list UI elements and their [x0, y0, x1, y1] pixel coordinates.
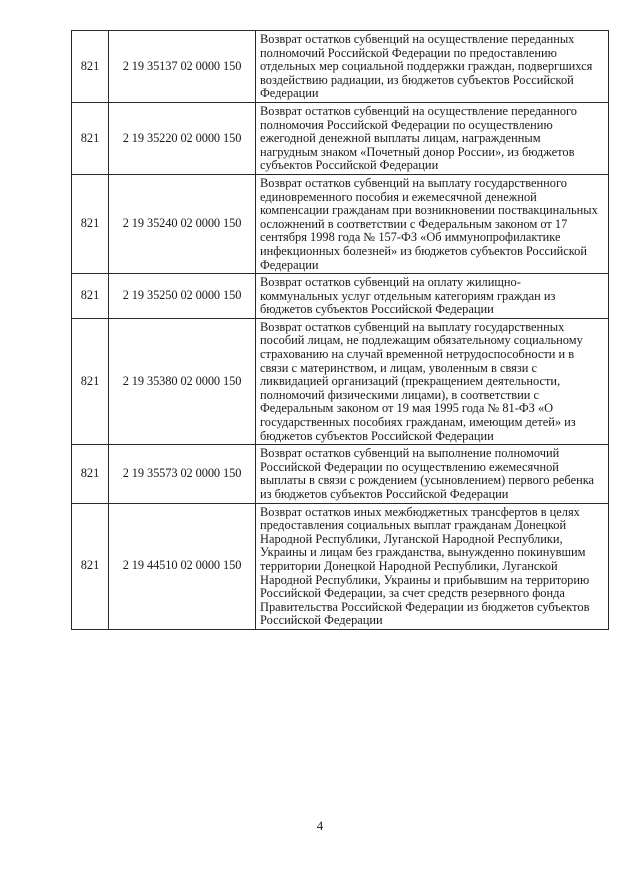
- admin-code-cell: 821: [72, 274, 109, 319]
- admin-code-cell: 821: [72, 503, 109, 629]
- table-row: [72, 274, 609, 319]
- description-line: субъектов Российской Федерации: [260, 158, 439, 173]
- admin-code-cell: 821: [72, 174, 109, 273]
- description-line: Федерации: [260, 86, 319, 101]
- description-line: бюджетов субъектов Российской Федерации: [260, 428, 494, 443]
- page-number: 4: [316, 818, 324, 833]
- description-line: Украины и лицам без гражданства, вынужденно покинувшим: [260, 545, 586, 560]
- admin-code-cell: 821: [72, 102, 109, 174]
- budget-classification-table: [71, 30, 609, 630]
- description-line: Возврат остатков иных межбюджетных трансфертов в целях: [260, 504, 580, 519]
- description-line: Федерации: [260, 257, 319, 272]
- description-line: компенсации гражданам при возникновении поствакцинальных: [260, 203, 598, 218]
- description-line: государственных пособиях гражданам, имеющим детей» из: [260, 415, 576, 430]
- description-line: Возврат остатков субвенций на оплату жилищно-: [260, 275, 521, 290]
- description-line: нагрудным знаком «Почетный донор России», из бюджетов: [260, 144, 575, 159]
- kbk-code-cell: 2 19 35380 02 0000 150: [109, 318, 256, 444]
- admin-code-cell: 821: [72, 31, 109, 103]
- description-line: Возврат остатков субвенций на осуществление переданных: [260, 32, 575, 46]
- description-line: ежегодной денежной выплаты лицам, награжденным: [260, 131, 541, 146]
- table-row: [72, 445, 609, 503]
- description-line: предоставления социальных выплат гражданам Донецкой: [260, 518, 567, 533]
- kbk-code-cell: 2 19 35220 02 0000 150: [109, 102, 256, 174]
- description-line: Российской Федерации по осуществлению ежемесячной: [260, 459, 559, 474]
- table-row: [72, 174, 609, 273]
- description-line: полномочия Российской Федерации по осуществлению: [260, 117, 553, 132]
- description-cell: [256, 174, 609, 273]
- description-line: Российской Федерации, за счет средств резервного фонда: [260, 586, 565, 601]
- kbk-code-cell: 2 19 35240 02 0000 150: [109, 174, 256, 273]
- description-cell: [256, 274, 609, 319]
- admin-code-cell: 821: [72, 445, 109, 503]
- description-line: Возврат остатков субвенций на выполнение полномочий: [260, 446, 560, 461]
- description-line: Правительства Российской Федерации из бюджетов субъектов: [260, 599, 590, 614]
- description-line: Возврат остатков субвенций на выплату государственного: [260, 175, 567, 190]
- description-line: Возврат остатков субвенций на осуществление переданного: [260, 103, 578, 118]
- description-line: выплаты в связи с рождением (усыновлением) первого ребенка: [260, 473, 595, 488]
- description-cell: [256, 445, 609, 503]
- description-cell: [256, 31, 609, 103]
- description-line: пособий лицам, не подлежащим обязательному социальному: [260, 333, 583, 348]
- description-line: связи с материнством, и лицам, уволенным в связи с: [260, 360, 537, 375]
- description-line: Возврат остатков субвенций на выплату государственных: [260, 319, 565, 334]
- description-cell: [256, 318, 609, 444]
- kbk-code-cell: 2 19 35137 02 0000 150: [109, 31, 256, 103]
- description-line: единовременного пособия и ежемесячной денежной: [260, 189, 537, 204]
- description-line: территории Донецкой Народной Республики, Луганской: [260, 558, 558, 573]
- description-line: полномочий Российской Федерации по предоставлению: [260, 45, 557, 60]
- description-line: полномочий физическими лицами), в соответствии с: [260, 387, 539, 402]
- description-line: Российской Федерации: [260, 613, 383, 628]
- table-row: [72, 318, 609, 444]
- description-line: ликвидацией организаций (прекращением деятельности,: [260, 374, 561, 389]
- admin-code-cell: 821: [72, 318, 109, 444]
- description-cell: [256, 503, 609, 629]
- table-row: [72, 102, 609, 174]
- table-row: [72, 503, 609, 629]
- description-line: Федеральным законом от 19 мая 1995 года № 81-ФЗ «О: [260, 401, 554, 416]
- description-line: воздействию радиации, из бюджетов субъектов Российской: [260, 72, 574, 87]
- description-line: коммунальных услуг отдельным категориям граждан из: [260, 288, 556, 303]
- kbk-code-cell: 2 19 44510 02 0000 150: [109, 503, 256, 629]
- description-line: из бюджетов субъектов Российской Федерации: [260, 487, 509, 501]
- table-row: [72, 31, 609, 103]
- description-line: Народной Республики, Украины и прибывшим на территорию: [260, 572, 590, 587]
- description-cell: [256, 102, 609, 174]
- description-line: отдельных мер социальной поддержки граждан, подвергшихся: [260, 59, 593, 74]
- table-body: [72, 31, 609, 630]
- description-line: сентября 1998 года № 157-ФЗ «Об иммунопрофилактике: [260, 230, 561, 245]
- description-line: Народной Республики, Луганской Народной Республики,: [260, 531, 563, 546]
- description-line: осложнений в соответствии с Федеральным законом от 17: [260, 216, 568, 231]
- kbk-code-cell: 2 19 35250 02 0000 150: [109, 274, 256, 319]
- description-line: инфекционных болезней» из бюджетов субъектов Российской: [260, 243, 588, 258]
- kbk-code-cell: 2 19 35573 02 0000 150: [109, 445, 256, 503]
- description-line: бюджетов субъектов Российской Федерации: [260, 302, 494, 317]
- description-line: страхованию на случай временной нетрудоспособности и в: [260, 347, 575, 362]
